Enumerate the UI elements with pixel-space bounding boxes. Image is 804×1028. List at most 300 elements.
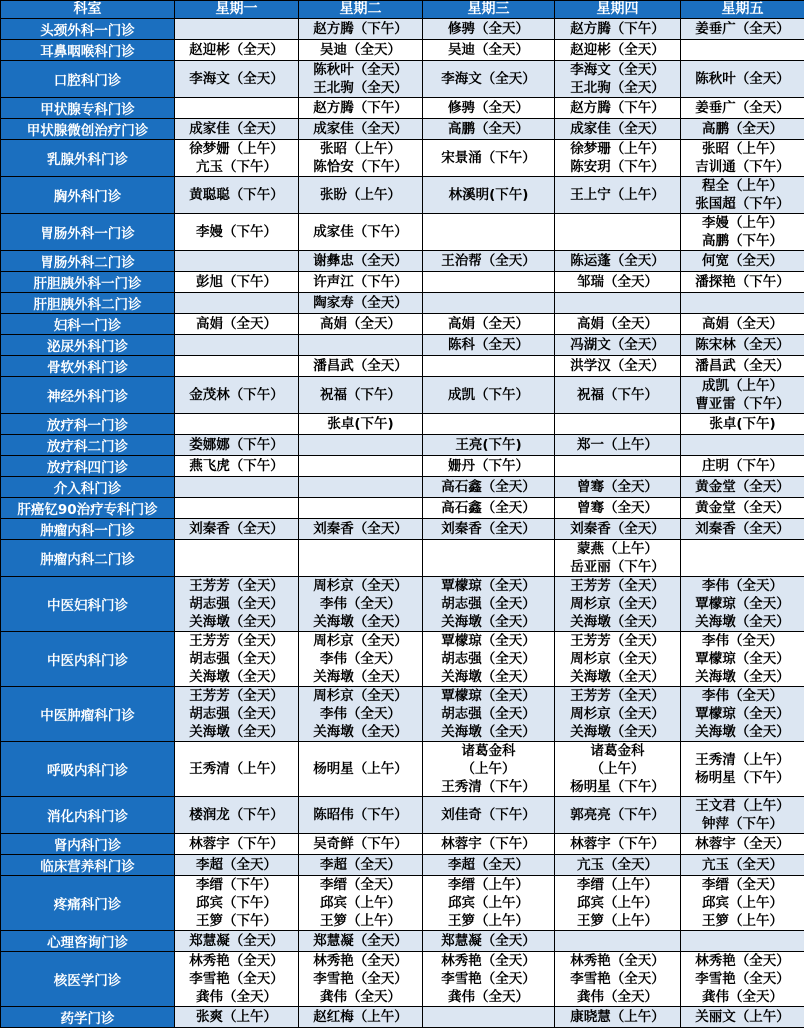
doctor-entry: 李雪艳（全天）	[299, 970, 422, 988]
doctor-entry: 林蓉宇（下午）	[555, 835, 680, 853]
schedule-cell-monday	[175, 952, 299, 1007]
department-name: 胃肠外科一门诊	[1, 214, 175, 251]
table-row	[1, 577, 804, 632]
header-thursday: 星期四	[555, 1, 681, 19]
schedule-cell-wednesday	[423, 377, 555, 414]
doctor-entry: 张昭（上午）	[299, 140, 422, 158]
table-row	[1, 414, 804, 435]
schedule-cell-friday	[681, 140, 804, 177]
schedule-cell-wednesday	[423, 540, 555, 577]
doctor-entry: 王箩（上午）	[681, 912, 804, 930]
doctor-entry: 覃檬琼（全天）	[423, 632, 554, 650]
header-friday: 星期五	[681, 1, 804, 19]
department-name: 骨软外科门诊	[1, 356, 175, 377]
schedule-cell-thursday	[555, 293, 681, 314]
schedule-cell-monday	[175, 61, 299, 98]
header-monday: 星期一	[175, 1, 299, 19]
schedule-cell-wednesday	[423, 314, 555, 335]
schedule-cell-wednesday	[423, 632, 555, 687]
schedule-cell-wednesday	[423, 335, 555, 356]
doctor-entry: 吉训通（下午）	[681, 158, 804, 176]
schedule-cell-thursday	[555, 177, 681, 214]
schedule-cell-wednesday	[423, 356, 555, 377]
schedule-cell-wednesday	[423, 1007, 555, 1028]
department-name: 临床营养科门诊	[1, 855, 175, 876]
schedule-cell-tuesday	[299, 931, 423, 952]
schedule-cell-monday	[175, 435, 299, 456]
schedule-cell-friday	[681, 251, 804, 272]
doctor-entry: 郑慧凝（全天）	[175, 932, 298, 950]
doctor-entry: 张国超（下午）	[681, 195, 804, 213]
schedule-cell-friday	[681, 98, 804, 119]
doctor-entry: 李雪艳（全天）	[681, 970, 804, 988]
doctor-entry: 邱宾（下午）	[175, 894, 298, 912]
schedule-cell-monday	[175, 214, 299, 251]
schedule-cell-wednesday	[423, 61, 555, 98]
doctor-entry: 关海墩（全天）	[681, 723, 804, 741]
schedule-cell-tuesday	[299, 119, 423, 140]
doctor-entry: 王文君（上午）	[681, 797, 804, 815]
doctor-entry: 胡志强（全天）	[175, 595, 298, 613]
doctor-entry: 诸葛金科	[423, 742, 554, 760]
schedule-cell-friday	[681, 577, 804, 632]
doctor-entry: 高鹏（全天）	[681, 120, 804, 138]
schedule-cell-friday	[681, 119, 804, 140]
schedule-cell-monday	[175, 632, 299, 687]
schedule-cell-tuesday	[299, 1007, 423, 1028]
doctor-entry: 蒙燕（上午）	[555, 540, 680, 558]
department-name: 消化内科门诊	[1, 797, 175, 834]
schedule-cell-thursday	[555, 540, 681, 577]
doctor-entry: 黄金堂（全天）	[681, 499, 804, 517]
doctor-entry: 胡志强（全天）	[175, 705, 298, 723]
doctor-entry: 关海墩（全天）	[681, 668, 804, 686]
table-row	[1, 140, 804, 177]
doctor-entry: 徐梦姗（上午）	[175, 140, 298, 158]
schedule-cell-thursday	[555, 931, 681, 952]
doctor-entry: 成凯（下午）	[423, 386, 554, 404]
doctor-entry: 周杉京（全天）	[299, 577, 422, 595]
schedule-cell-tuesday	[299, 797, 423, 834]
doctor-entry: 亢玉（全天）	[681, 856, 804, 874]
doctor-entry: 胡志强（全天）	[423, 705, 554, 723]
doctor-entry: 赵方腾（下午）	[555, 20, 680, 38]
doctor-entry: 娄娜娜（下午）	[175, 436, 298, 454]
doctor-entry: 林秀艳（全天）	[555, 952, 680, 970]
table-row	[1, 177, 804, 214]
schedule-cell-monday	[175, 40, 299, 61]
schedule-cell-monday	[175, 177, 299, 214]
doctor-entry: 陶家寿（全天）	[299, 294, 422, 312]
table-row	[1, 540, 804, 577]
schedule-cell-wednesday	[423, 293, 555, 314]
schedule-cell-tuesday	[299, 40, 423, 61]
schedule-cell-wednesday	[423, 952, 555, 1007]
doctor-entry: 关海墩（全天）	[555, 668, 680, 686]
schedule-cell-thursday	[555, 19, 681, 40]
schedule-cell-friday	[681, 498, 804, 519]
schedule-cell-thursday	[555, 435, 681, 456]
doctor-entry: 王芳芳（全天）	[555, 632, 680, 650]
doctor-entry: 高鹏（下午）	[681, 232, 804, 250]
table-row	[1, 797, 804, 834]
schedule-body	[1, 19, 804, 1028]
schedule-cell-monday	[175, 335, 299, 356]
schedule-cell-wednesday	[423, 855, 555, 876]
doctor-entry: 关海墩（全天）	[299, 723, 422, 741]
schedule-cell-friday	[681, 61, 804, 98]
doctor-entry: 李伟（全天）	[299, 595, 422, 613]
doctor-entry: 林秀艳（全天）	[299, 952, 422, 970]
doctor-entry: 宋景涌（下午）	[423, 149, 554, 167]
schedule-cell-wednesday	[423, 742, 555, 797]
table-row	[1, 855, 804, 876]
doctor-entry: 康晓慧（上午）	[555, 1008, 680, 1026]
doctor-entry: 李超（全天）	[175, 856, 298, 874]
doctor-entry: 林秀艳（全天）	[681, 952, 804, 970]
schedule-cell-tuesday	[299, 742, 423, 797]
table-row	[1, 435, 804, 456]
table-row	[1, 742, 804, 797]
schedule-cell-thursday	[555, 1007, 681, 1028]
department-name: 放疗科四门诊	[1, 456, 175, 477]
doctor-entry: 王北驹（全天）	[555, 79, 680, 97]
schedule-cell-friday	[681, 356, 804, 377]
department-name: 神经外科门诊	[1, 377, 175, 414]
schedule-cell-friday	[681, 742, 804, 797]
schedule-cell-tuesday	[299, 498, 423, 519]
doctor-entry: 李缙（上午）	[423, 876, 554, 894]
doctor-entry: 关海墩（全天）	[175, 723, 298, 741]
doctor-entry: 李伟（全天）	[299, 705, 422, 723]
schedule-cell-thursday	[555, 876, 681, 931]
doctor-entry: 赵迎彬（全天）	[175, 41, 298, 59]
doctor-entry: 周杉京（全天）	[299, 687, 422, 705]
schedule-cell-thursday	[555, 314, 681, 335]
doctor-entry: 李伟（全天）	[681, 577, 804, 595]
table-row	[1, 40, 804, 61]
table-row	[1, 356, 804, 377]
table-row	[1, 19, 804, 40]
schedule-cell-tuesday	[299, 435, 423, 456]
doctor-entry: 张盼（上午）	[299, 186, 422, 204]
schedule-cell-thursday	[555, 40, 681, 61]
schedule-cell-friday	[681, 214, 804, 251]
doctor-entry: 关海墩（全天）	[423, 723, 554, 741]
doctor-entry: 李缙（全天）	[681, 876, 804, 894]
doctor-entry: 王箩（上午）	[555, 912, 680, 930]
doctor-entry: 燕飞虎（下午）	[175, 457, 298, 475]
schedule-cell-tuesday	[299, 272, 423, 293]
schedule-cell-friday	[681, 293, 804, 314]
doctor-entry: 李伟（全天）	[681, 687, 804, 705]
schedule-cell-friday	[681, 19, 804, 40]
schedule-cell-wednesday	[423, 435, 555, 456]
schedule-cell-monday	[175, 98, 299, 119]
doctor-entry: 赵红梅（上午）	[299, 1008, 422, 1026]
doctor-entry: 林溪明(下午)	[423, 186, 554, 204]
schedule-cell-monday	[175, 855, 299, 876]
doctor-entry: 林蓉宇（下午）	[423, 835, 554, 853]
table-row	[1, 498, 804, 519]
schedule-cell-monday	[175, 456, 299, 477]
doctor-entry: 何宽（全天）	[681, 252, 804, 270]
doctor-entry: 邱宾（上午）	[555, 894, 680, 912]
schedule-cell-tuesday	[299, 177, 423, 214]
doctor-entry: 成家佳（全天）	[555, 120, 680, 138]
doctor-entry: 郑一（上午）	[555, 436, 680, 454]
doctor-entry: 胡志强（全天）	[175, 650, 298, 668]
schedule-cell-friday	[681, 314, 804, 335]
doctor-entry: 姜垂广（全天）	[681, 20, 804, 38]
doctor-entry: 杨明星（上午）	[299, 760, 422, 778]
schedule-cell-monday	[175, 414, 299, 435]
table-row	[1, 214, 804, 251]
schedule-cell-tuesday	[299, 335, 423, 356]
doctor-entry: 关海墩（全天）	[175, 668, 298, 686]
table-row	[1, 293, 804, 314]
table-row	[1, 632, 804, 687]
department-name: 乳腺外科门诊	[1, 140, 175, 177]
schedule-cell-monday	[175, 797, 299, 834]
schedule-cell-friday	[681, 540, 804, 577]
schedule-cell-friday	[681, 377, 804, 414]
schedule-cell-tuesday	[299, 456, 423, 477]
doctor-entry: 曾骞（全天）	[555, 478, 680, 496]
schedule-cell-wednesday	[423, 414, 555, 435]
schedule-cell-friday	[681, 834, 804, 855]
doctor-entry: 陈秋叶（全天）	[299, 61, 422, 79]
schedule-cell-friday	[681, 876, 804, 931]
doctor-entry: 王芳芳（全天）	[175, 577, 298, 595]
doctor-entry: 祝福（下午）	[299, 386, 422, 404]
doctor-entry: 王芳芳（全天）	[555, 687, 680, 705]
table-row	[1, 1007, 804, 1028]
department-name: 肿瘤内科一门诊	[1, 519, 175, 540]
doctor-entry: 杨明星（下午）	[681, 769, 804, 787]
schedule-cell-friday	[681, 952, 804, 1007]
schedule-cell-wednesday	[423, 456, 555, 477]
schedule-cell-tuesday	[299, 377, 423, 414]
schedule-cell-monday	[175, 540, 299, 577]
doctor-entry: 王治帮（全天）	[423, 252, 554, 270]
table-row	[1, 251, 804, 272]
schedule-cell-monday	[175, 272, 299, 293]
doctor-entry: 邹瑞（全天）	[555, 273, 680, 291]
schedule-cell-wednesday	[423, 98, 555, 119]
doctor-entry: 关海墩（全天）	[175, 613, 298, 631]
doctor-entry: 王箩（上午）	[299, 912, 422, 930]
schedule-cell-thursday	[555, 577, 681, 632]
doctor-entry: 覃檬琼（全天）	[423, 577, 554, 595]
table-row	[1, 119, 804, 140]
doctor-entry: 李雪艳（全天）	[423, 970, 554, 988]
schedule-cell-friday	[681, 519, 804, 540]
doctor-entry: 王芳芳（全天）	[175, 632, 298, 650]
doctor-entry: 吴奇鲜（下午）	[299, 835, 422, 853]
doctor-entry: 刘秦香（全天）	[681, 520, 804, 538]
schedule-cell-monday	[175, 1007, 299, 1028]
schedule-cell-wednesday	[423, 119, 555, 140]
doctor-entry: 覃檬琼（全天）	[681, 650, 804, 668]
schedule-cell-tuesday	[299, 61, 423, 98]
doctor-entry: 赵迎彬（全天）	[555, 41, 680, 59]
doctor-entry: 关海墩（全天）	[299, 668, 422, 686]
schedule-cell-thursday	[555, 519, 681, 540]
table-row	[1, 477, 804, 498]
doctor-entry: 冯湖文（全天）	[555, 336, 680, 354]
doctor-entry: 覃檬琼（全天）	[681, 595, 804, 613]
schedule-cell-monday	[175, 742, 299, 797]
doctor-entry: 郑慧凝（全天）	[299, 932, 422, 950]
doctor-entry: 曹亚雷（下午）	[681, 395, 804, 413]
department-name: 疼痛科门诊	[1, 876, 175, 931]
schedule-cell-friday	[681, 797, 804, 834]
schedule-cell-wednesday	[423, 876, 555, 931]
doctor-entry: 杨明星（下午）	[555, 778, 680, 796]
schedule-cell-friday	[681, 687, 804, 742]
header-department: 科室	[1, 1, 175, 19]
schedule-cell-thursday	[555, 414, 681, 435]
schedule-cell-wednesday	[423, 40, 555, 61]
doctor-entry: 钟萍（下午）	[681, 815, 804, 833]
doctor-entry: 周杉京（全天）	[555, 705, 680, 723]
schedule-cell-friday	[681, 632, 804, 687]
schedule-cell-friday	[681, 855, 804, 876]
schedule-cell-friday	[681, 435, 804, 456]
doctor-entry: 诸葛金科	[555, 742, 680, 760]
doctor-entry: 周杉京（全天）	[555, 595, 680, 613]
doctor-entry: 成家佳（下午）	[299, 223, 422, 241]
schedule-cell-wednesday	[423, 251, 555, 272]
doctor-entry: 邱宾（上午）	[299, 894, 422, 912]
schedule-cell-thursday	[555, 377, 681, 414]
doctor-entry: 陈秋叶（全天）	[681, 70, 804, 88]
doctor-entry: 李伟（全天）	[681, 632, 804, 650]
doctor-entry: 成家佳（全天）	[175, 120, 298, 138]
doctor-entry: 王芳芳（全天）	[175, 687, 298, 705]
schedule-cell-tuesday	[299, 632, 423, 687]
schedule-cell-tuesday	[299, 414, 423, 435]
department-name: 肿瘤内科二门诊	[1, 540, 175, 577]
department-name: 肾内科门诊	[1, 834, 175, 855]
doctor-entry: 胡志强（全天）	[423, 650, 554, 668]
doctor-entry: 张卓(下午)	[299, 415, 422, 433]
doctor-entry: 潘昌武（全天）	[299, 357, 422, 375]
department-name: 肝胆胰外科一门诊	[1, 272, 175, 293]
doctor-entry: 李缙（下午）	[175, 876, 298, 894]
schedule-cell-friday	[681, 477, 804, 498]
doctor-entry: 覃檬琼（全天）	[681, 705, 804, 723]
doctor-entry: 金茂林（下午）	[175, 386, 298, 404]
schedule-cell-thursday	[555, 272, 681, 293]
doctor-entry: 李海文（全天）	[175, 70, 298, 88]
doctor-entry: 王芳芳（全天）	[555, 577, 680, 595]
schedule-cell-wednesday	[423, 177, 555, 214]
doctor-entry: 修骋（全天）	[423, 99, 554, 117]
department-name: 放疗科二门诊	[1, 435, 175, 456]
schedule-cell-wednesday	[423, 687, 555, 742]
department-name: 耳鼻咽喉科门诊	[1, 40, 175, 61]
doctor-entry: 赵方腾（下午）	[299, 99, 422, 117]
doctor-entry: 胡志强（全天）	[423, 595, 554, 613]
schedule-cell-monday	[175, 687, 299, 742]
doctor-entry: 姜垂广（全天）	[681, 99, 804, 117]
doctor-entry: 吴迪（全天）	[423, 41, 554, 59]
table-row	[1, 876, 804, 931]
doctor-entry: 林蓉宇（下午）	[175, 835, 298, 853]
doctor-entry: 王秀清（下午）	[423, 778, 554, 796]
schedule-cell-wednesday	[423, 272, 555, 293]
doctor-entry: 龚伟（全天）	[555, 988, 680, 1006]
doctor-entry: 郭亮亮（下午）	[555, 806, 680, 824]
schedule-cell-monday	[175, 477, 299, 498]
doctor-entry: 王亮(下午)	[423, 436, 554, 454]
header-wednesday: 星期三	[423, 1, 555, 19]
department-name: 中医肿瘤科门诊	[1, 687, 175, 742]
doctor-entry: 陈宋林（全天）	[681, 336, 804, 354]
doctor-entry: 张昭（上午）	[681, 140, 804, 158]
doctor-entry: （上午）	[555, 760, 680, 778]
table-row	[1, 687, 804, 742]
table-row	[1, 952, 804, 1007]
table-row	[1, 456, 804, 477]
table-row	[1, 931, 804, 952]
department-name: 药学门诊	[1, 1007, 175, 1028]
schedule-cell-tuesday	[299, 477, 423, 498]
doctor-entry: 高石鑫（全天）	[423, 499, 554, 517]
schedule-cell-thursday	[555, 855, 681, 876]
schedule-cell-thursday	[555, 477, 681, 498]
table-row	[1, 335, 804, 356]
doctor-entry: 修骋（全天）	[423, 20, 554, 38]
department-name: 甲状腺微创治疗门诊	[1, 119, 175, 140]
doctor-entry: 潘昌武（全天）	[681, 357, 804, 375]
schedule-cell-monday	[175, 519, 299, 540]
schedule-cell-thursday	[555, 214, 681, 251]
schedule-cell-thursday	[555, 632, 681, 687]
schedule-cell-wednesday	[423, 498, 555, 519]
doctor-entry: 王秀清（上午）	[681, 751, 804, 769]
department-name: 肝癌钇90治疗专科门诊	[1, 498, 175, 519]
doctor-entry: 林秀艳（全天）	[175, 952, 298, 970]
doctor-entry: 黄聪聪（下午）	[175, 186, 298, 204]
doctor-entry: 高娟（全天）	[175, 315, 298, 333]
schedule-cell-monday	[175, 293, 299, 314]
schedule-cell-wednesday	[423, 214, 555, 251]
department-name: 介入科门诊	[1, 477, 175, 498]
schedule-cell-thursday	[555, 356, 681, 377]
doctor-entry: 岳亚丽（下午）	[555, 558, 680, 576]
schedule-cell-thursday	[555, 952, 681, 1007]
doctor-entry: 李海文（全天）	[555, 61, 680, 79]
table-row	[1, 834, 804, 855]
doctor-entry: 王北驹（全天）	[299, 79, 422, 97]
doctor-entry: 王上宁（上午）	[555, 186, 680, 204]
doctor-entry: 高娟（全天）	[299, 315, 422, 333]
doctor-entry: 赵方腾（下午）	[555, 99, 680, 117]
doctor-entry: 周杉京（全天）	[299, 632, 422, 650]
doctor-entry: 李缙（上午）	[555, 876, 680, 894]
doctor-entry: 王秀清（上午）	[175, 760, 298, 778]
schedule-cell-monday	[175, 19, 299, 40]
schedule-cell-friday	[681, 272, 804, 293]
doctor-entry: 刘秦香（全天）	[299, 520, 422, 538]
schedule-cell-thursday	[555, 456, 681, 477]
department-name: 心理咨询门诊	[1, 931, 175, 952]
doctor-entry: 程全（上午）	[681, 177, 804, 195]
doctor-entry: 邱宾（上午）	[681, 894, 804, 912]
